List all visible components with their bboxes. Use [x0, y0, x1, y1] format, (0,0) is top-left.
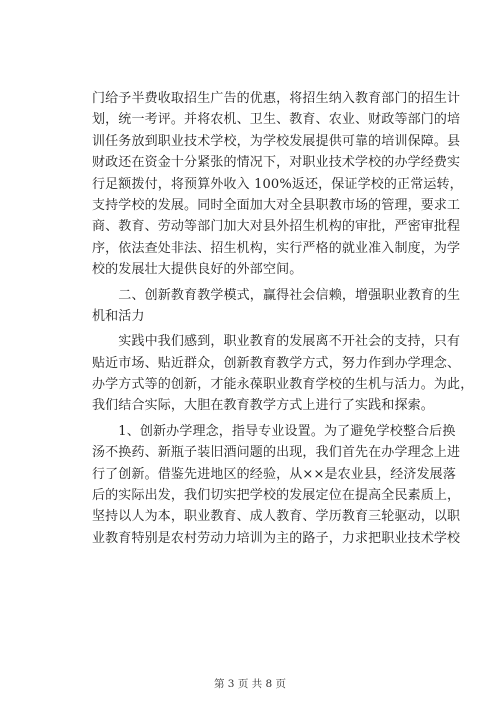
text-line: 财政还在资金十分紧张的情况下，对职业技术学校的办学经费实: [92, 155, 461, 171]
text-line: 商、教育、劳动等部门加大对县外招生机构的审批，严密审批程: [92, 219, 461, 235]
text-line: 业教育特别是农村劳动力培训为主的路子，力求把职业技术学校: [92, 530, 461, 546]
text-line: 行了创新。借鉴先进地区的经验，从××是农业县，经济发展落: [92, 466, 456, 482]
page-footer: [0, 676, 500, 691]
text-line: 贴近市场、贴近群众，创新教育教学方式，努力作到办学理念、: [92, 355, 461, 371]
paragraph: [92, 331, 474, 417]
text-line: 支持学校的发展。同时全面加大对全县职教市场的管理，要求工: [92, 197, 461, 213]
text-line: 1、创新办学理念，指导专业设置。为了避免学校整合后换: [92, 423, 456, 439]
section-heading: [92, 285, 461, 328]
text-line: 序，依法查处非法、招生机构，实行严格的就业准入制度，为学: [92, 240, 461, 256]
paragraph: [92, 421, 461, 549]
text-line: 后的实际出发，我们切实把学校的发展定位在提高全民素质上，: [92, 488, 461, 504]
text-line: 行足额拨付，将预算外收入 100%返还，保证学校的正常运转，: [92, 176, 463, 192]
text-line: 校的发展壮大提供良好的外部空间。: [92, 262, 303, 278]
page-number: 第 3 页 共 8 页: [213, 678, 287, 690]
text-line: 汤不换药、新瓶子装旧酒问题的出现，我们首先在办学理念上进: [92, 445, 461, 461]
text-line: 办学方式等的创新，才能永葆职业教育学校的生机与活力。为此，: [92, 377, 474, 393]
paragraph: [92, 88, 463, 281]
text-line: 门给予半费收取招生广告的优惠，将招生纳入教育部门的招生计: [92, 91, 461, 106]
text-line: 坚持以人为本，职业教育、成人教育、学历教育三轮驱动，以职: [92, 509, 461, 525]
document-body: [92, 88, 474, 549]
text-line: 划，统一考评。并将农机、卫生、教育、农业、财政等部门的培: [92, 112, 461, 128]
text-line: 我们结合实际，大胆在教育教学方式上进行了实践和探索。: [92, 398, 434, 414]
text-line: 实践中我们感到，职业教育的发展离不开社会的支持，只有: [92, 334, 461, 350]
text-line: 训任务放到职业技术学校，为学校发展提供可靠的培训保障。县: [92, 133, 461, 149]
text-line: 二、创新教育教学模式，赢得社会信赖，增强职业教育的生: [92, 287, 461, 303]
text-line: 机和活力: [92, 308, 145, 324]
